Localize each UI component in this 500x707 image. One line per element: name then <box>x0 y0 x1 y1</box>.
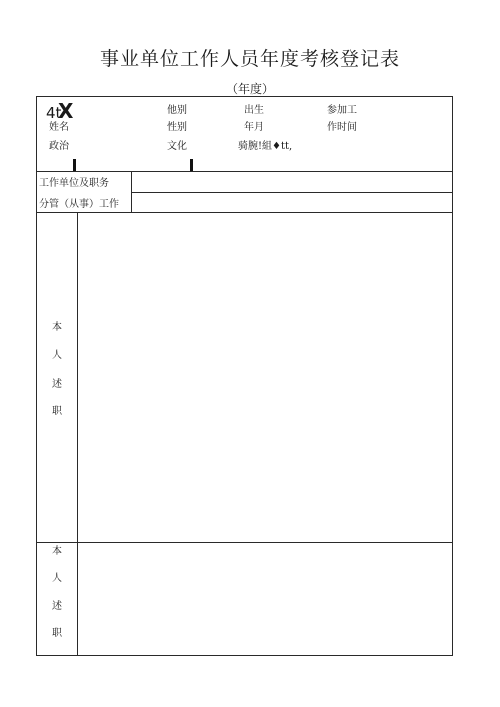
col-divider-unit <box>131 171 132 212</box>
row-divider-unit <box>131 192 452 193</box>
statement-label-char: 职 <box>52 406 62 417</box>
unit-position-field[interactable] <box>133 173 450 191</box>
tick-mark <box>190 159 193 171</box>
statement-label-char: 本 <box>52 546 62 557</box>
appraisal-form <box>36 96 453 656</box>
statement-label-char: 人 <box>52 350 62 361</box>
form-title: 事业单位工作人员年度考核登记表 <box>99 48 400 70</box>
label-assigned-work: 分管（从事）工作 <box>39 199 119 210</box>
statement-label-char: 本 <box>52 322 62 333</box>
label-name: 姓名 <box>49 122 69 133</box>
row-divider-header <box>37 171 452 172</box>
label-birth-bottom: 年月 <box>244 122 264 133</box>
garbled-scan-text: 骑腕!組♦tt, <box>238 141 293 152</box>
cross-mark-icon: X <box>58 99 74 123</box>
row-divider-statement <box>37 542 452 543</box>
label-gender-scan: 他别 <box>167 105 187 116</box>
year-label: （年度） <box>225 82 274 96</box>
statement-label-char: 述 <box>52 601 62 612</box>
label-work-bottom: 作时间 <box>327 122 357 133</box>
row-divider-duty <box>37 212 452 213</box>
label-gender: 性别 <box>167 122 187 133</box>
label-work-top: 参加工 <box>327 105 357 116</box>
statement-label-char: 职 <box>52 628 62 639</box>
statement-content-area[interactable] <box>79 214 450 540</box>
col-divider-statement <box>77 212 78 655</box>
statement-label-char: 人 <box>52 573 62 584</box>
statement-content-area-2[interactable] <box>79 544 450 653</box>
scan-text-name-top: 4t <box>46 104 62 122</box>
statement-label-char: 述 <box>52 379 62 390</box>
label-unit-position: 工作单位及职务 <box>39 178 109 189</box>
tick-mark <box>73 159 76 171</box>
assigned-work-field[interactable] <box>133 194 450 211</box>
label-politics: 政治 <box>49 141 69 152</box>
label-education: 文化 <box>167 141 187 152</box>
label-birth-top: 出生 <box>244 105 264 116</box>
